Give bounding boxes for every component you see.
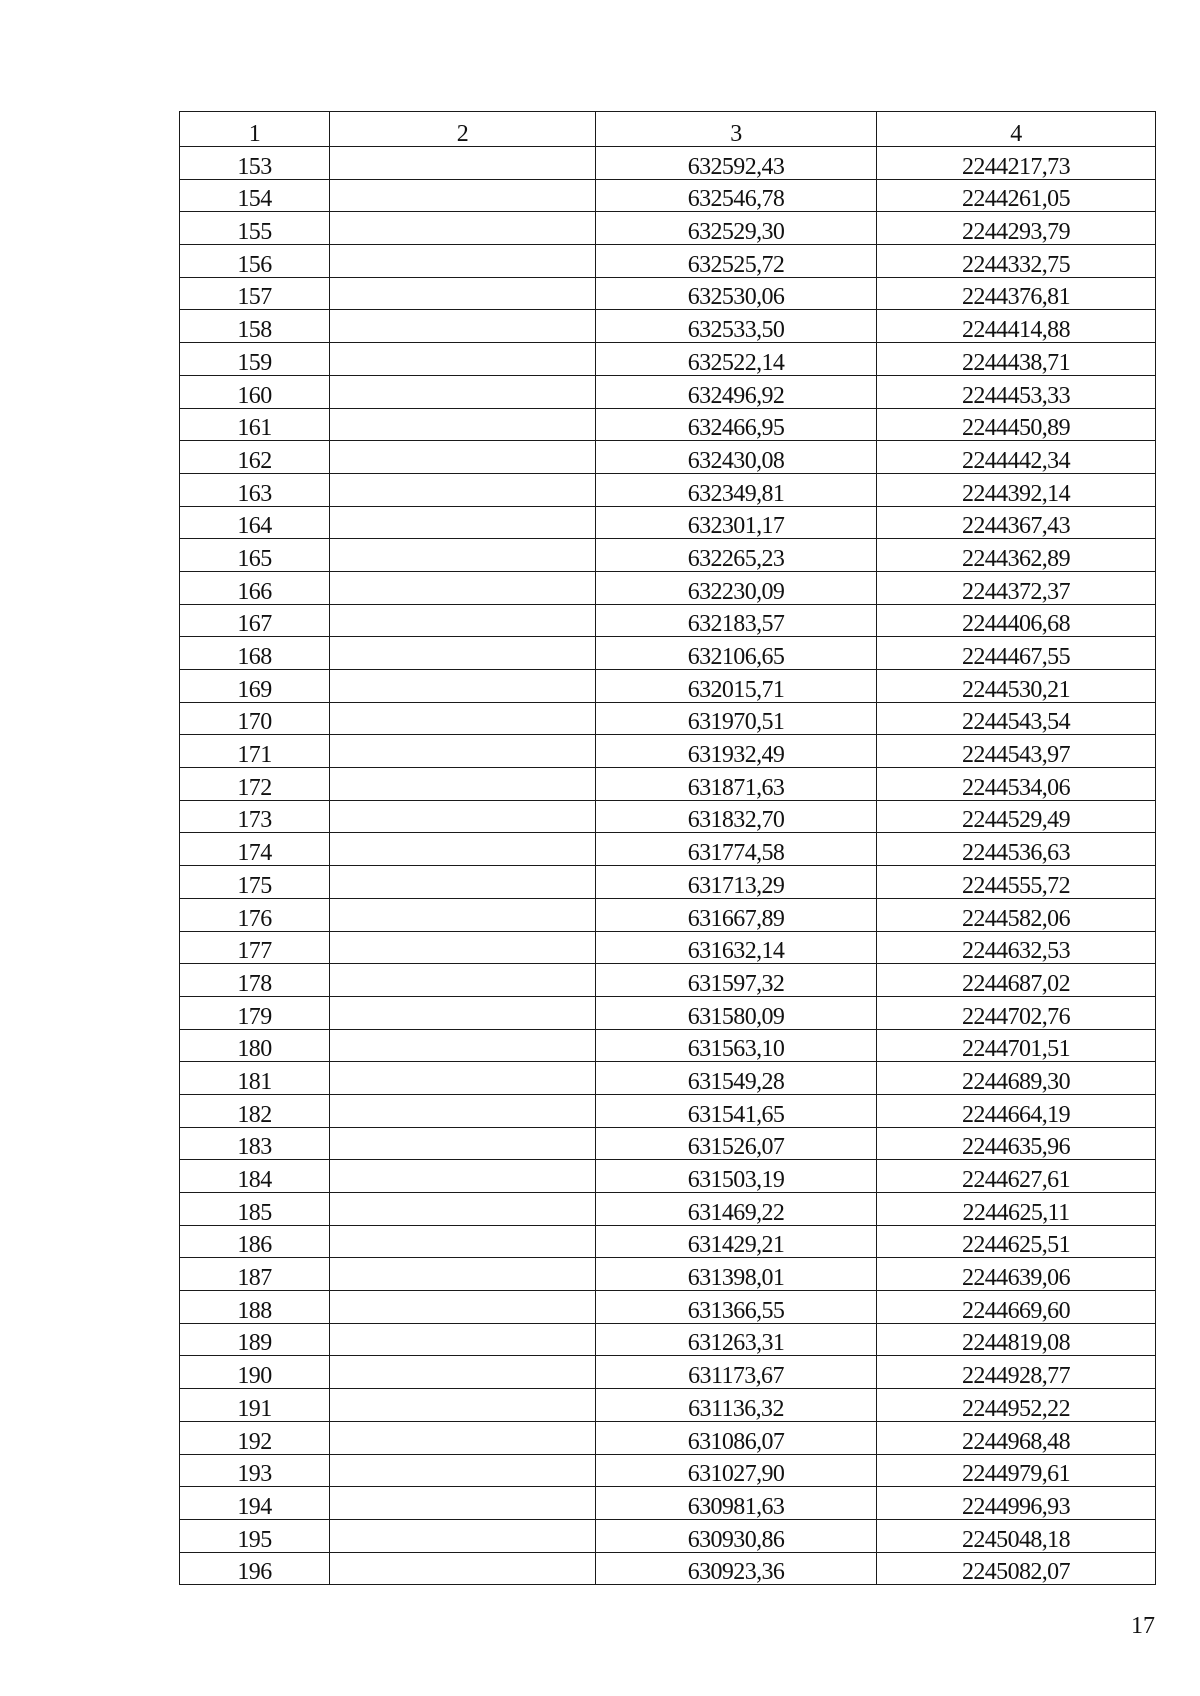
header-row <box>180 112 1156 147</box>
table-cell-col-1: 167 <box>180 604 330 637</box>
table-row <box>180 898 1156 931</box>
table-cell-col-1: 190 <box>180 1356 330 1389</box>
table-cell-col-4: 2244635,96 <box>877 1127 1156 1160</box>
table-cell-col-1: 171 <box>180 735 330 768</box>
table-row <box>180 1454 1156 1487</box>
table-cell-col-1: 172 <box>180 768 330 801</box>
table-row <box>180 1552 1156 1585</box>
table-cell-col-3: 632466,95 <box>596 408 877 441</box>
table-cell-col-4: 2244442,34 <box>877 441 1156 474</box>
table-cell-col-2 <box>330 1552 596 1585</box>
table-cell-col-4: 2244376,81 <box>877 277 1156 310</box>
table-cell-col-2 <box>330 1323 596 1356</box>
table-cell-col-3: 631398,01 <box>596 1258 877 1291</box>
table-cell-col-1: 186 <box>180 1225 330 1258</box>
table-cell-col-2 <box>330 310 596 343</box>
table-row <box>180 179 1156 212</box>
table-cell-col-4: 2244639,06 <box>877 1258 1156 1291</box>
table-cell-col-2 <box>330 866 596 899</box>
table-cell-col-1: 191 <box>180 1389 330 1422</box>
table-cell-col-1: 153 <box>180 147 330 180</box>
table-cell-col-2 <box>330 1160 596 1193</box>
table-cell-col-2 <box>330 1487 596 1520</box>
table-cell-col-3: 631526,07 <box>596 1127 877 1160</box>
table-cell-col-2 <box>330 506 596 539</box>
table-cell-col-2 <box>330 1291 596 1324</box>
table-cell-col-1: 169 <box>180 670 330 703</box>
table-row <box>180 1519 1156 1552</box>
table-cell-col-3: 631832,70 <box>596 800 877 833</box>
table-cell-col-2 <box>330 931 596 964</box>
table-cell-col-4: 2244372,37 <box>877 571 1156 604</box>
table-row <box>180 637 1156 670</box>
table-cell-col-1: 179 <box>180 996 330 1029</box>
table-cell-col-4: 2244530,21 <box>877 670 1156 703</box>
table-cell-col-4: 2244362,89 <box>877 539 1156 572</box>
table-cell-col-3: 631774,58 <box>596 833 877 866</box>
table-cell-col-4: 2244627,61 <box>877 1160 1156 1193</box>
table-row <box>180 670 1156 703</box>
table-row <box>180 931 1156 964</box>
table-cell-col-4: 2244406,68 <box>877 604 1156 637</box>
table-cell-col-4: 2244217,73 <box>877 147 1156 180</box>
table-cell-col-4: 2244664,19 <box>877 1094 1156 1127</box>
table-cell-col-1: 187 <box>180 1258 330 1291</box>
table-cell-col-4: 2244996,93 <box>877 1487 1156 1520</box>
table-cell-col-2 <box>330 277 596 310</box>
table-row <box>180 1291 1156 1324</box>
table-cell-col-4: 2244702,76 <box>877 996 1156 1029</box>
table-cell-col-2 <box>330 441 596 474</box>
table-cell-col-4: 2244625,51 <box>877 1225 1156 1258</box>
table-row <box>180 277 1156 310</box>
table-cell-col-4: 2244450,89 <box>877 408 1156 441</box>
table-cell-col-2 <box>330 637 596 670</box>
table-cell-col-3: 630930,86 <box>596 1519 877 1552</box>
table-cell-col-2 <box>330 964 596 997</box>
table-cell-col-2 <box>330 1421 596 1454</box>
table-cell-col-1: 164 <box>180 506 330 539</box>
table-cell-col-4: 2244928,77 <box>877 1356 1156 1389</box>
table-row <box>180 768 1156 801</box>
table-cell-col-1: 189 <box>180 1323 330 1356</box>
table-cell-col-3: 631503,19 <box>596 1160 877 1193</box>
table-cell-col-3: 632349,81 <box>596 473 877 506</box>
table-cell-col-2 <box>330 539 596 572</box>
table-cell-col-4: 2244952,22 <box>877 1389 1156 1422</box>
table-cell-col-3: 631086,07 <box>596 1421 877 1454</box>
table-cell-col-3: 630923,36 <box>596 1552 877 1585</box>
column-header-1: 1 <box>180 112 330 147</box>
table-cell-col-3: 631469,22 <box>596 1193 877 1226</box>
table-cell-col-4: 2244293,79 <box>877 212 1156 245</box>
table-row <box>180 1225 1156 1258</box>
table-cell-col-1: 173 <box>180 800 330 833</box>
table-cell-col-3: 632430,08 <box>596 441 877 474</box>
table-cell-col-4: 2244534,06 <box>877 768 1156 801</box>
table-cell-col-4: 2244543,54 <box>877 702 1156 735</box>
table-cell-col-1: 168 <box>180 637 330 670</box>
table-cell-col-4: 2244543,97 <box>877 735 1156 768</box>
table-cell-col-1: 161 <box>180 408 330 441</box>
table-cell-col-2 <box>330 1258 596 1291</box>
table-cell-col-2 <box>330 1225 596 1258</box>
table-cell-col-2 <box>330 768 596 801</box>
table-cell-col-3: 631173,67 <box>596 1356 877 1389</box>
table-cell-col-3: 631667,89 <box>596 898 877 931</box>
table-cell-col-2 <box>330 996 596 1029</box>
table-cell-col-3: 632546,78 <box>596 179 877 212</box>
column-header-4: 4 <box>877 112 1156 147</box>
table-row <box>180 212 1156 245</box>
table-row <box>180 1323 1156 1356</box>
table-row <box>180 1487 1156 1520</box>
table-cell-col-2 <box>330 1389 596 1422</box>
table-cell-col-1: 158 <box>180 310 330 343</box>
table-cell-col-3: 632301,17 <box>596 506 877 539</box>
table-cell-col-4: 2244968,48 <box>877 1421 1156 1454</box>
table-row <box>180 1127 1156 1160</box>
table-cell-col-2 <box>330 212 596 245</box>
table-cell-col-3: 632533,50 <box>596 310 877 343</box>
table-cell-col-4: 2244701,51 <box>877 1029 1156 1062</box>
table-cell-col-1: 155 <box>180 212 330 245</box>
table-cell-col-3: 632015,71 <box>596 670 877 703</box>
table-cell-col-1: 185 <box>180 1193 330 1226</box>
table-cell-col-1: 175 <box>180 866 330 899</box>
table-cell-col-2 <box>330 343 596 376</box>
table-cell-col-1: 156 <box>180 245 330 278</box>
table-cell-col-2 <box>330 735 596 768</box>
table-row <box>180 833 1156 866</box>
table-cell-col-3: 632522,14 <box>596 343 877 376</box>
table-cell-col-2 <box>330 571 596 604</box>
table-cell-col-4: 2244632,53 <box>877 931 1156 964</box>
table-cell-col-4: 2244625,11 <box>877 1193 1156 1226</box>
table-cell-col-2 <box>330 1193 596 1226</box>
table-cell-col-2 <box>330 1062 596 1095</box>
table-cell-col-2 <box>330 1519 596 1552</box>
table-cell-col-3: 631549,28 <box>596 1062 877 1095</box>
table-cell-col-3: 631136,32 <box>596 1389 877 1422</box>
table-row <box>180 1029 1156 1062</box>
table-row <box>180 1421 1156 1454</box>
table-cell-col-1: 196 <box>180 1552 330 1585</box>
table-row <box>180 1193 1156 1226</box>
table-row <box>180 441 1156 474</box>
page-number: 17 <box>1131 1613 1155 1639</box>
table-cell-col-4: 2244687,02 <box>877 964 1156 997</box>
table-cell-col-2 <box>330 1454 596 1487</box>
coordinates-table <box>179 111 1156 1585</box>
table-cell-col-3: 631366,55 <box>596 1291 877 1324</box>
table-cell-col-2 <box>330 670 596 703</box>
table-cell-col-4: 2244536,63 <box>877 833 1156 866</box>
table-cell-col-4: 2244467,55 <box>877 637 1156 670</box>
table-cell-col-3: 630981,63 <box>596 1487 877 1520</box>
table-row <box>180 1389 1156 1422</box>
table-cell-col-4: 2244582,06 <box>877 898 1156 931</box>
table-row <box>180 996 1156 1029</box>
table-cell-col-1: 180 <box>180 1029 330 1062</box>
table-cell-col-4: 2244453,33 <box>877 375 1156 408</box>
table-row <box>180 1160 1156 1193</box>
table-cell-col-3: 632496,92 <box>596 375 877 408</box>
table-cell-col-4: 2244689,30 <box>877 1062 1156 1095</box>
table-cell-col-1: 194 <box>180 1487 330 1520</box>
table-row <box>180 702 1156 735</box>
table-row <box>180 866 1156 899</box>
table-cell-col-1: 182 <box>180 1094 330 1127</box>
table-cell-col-1: 157 <box>180 277 330 310</box>
table-cell-col-4: 2244438,71 <box>877 343 1156 376</box>
column-header-2: 2 <box>330 112 596 147</box>
table-cell-col-1: 193 <box>180 1454 330 1487</box>
table-cell-col-4: 2244261,05 <box>877 179 1156 212</box>
table-cell-col-4: 2244669,60 <box>877 1291 1156 1324</box>
table-cell-col-3: 631580,09 <box>596 996 877 1029</box>
table-body <box>180 147 1156 1585</box>
table-row <box>180 539 1156 572</box>
table-header <box>180 112 1156 147</box>
table-cell-col-4: 2244529,49 <box>877 800 1156 833</box>
table-cell-col-1: 183 <box>180 1127 330 1160</box>
table-row <box>180 1258 1156 1291</box>
table-cell-col-2 <box>330 1356 596 1389</box>
table-cell-col-2 <box>330 1029 596 1062</box>
table-cell-col-4: 2245082,07 <box>877 1552 1156 1585</box>
table-row <box>180 310 1156 343</box>
table-row <box>180 1094 1156 1127</box>
table-cell-col-3: 631541,65 <box>596 1094 877 1127</box>
table-cell-col-3: 632530,06 <box>596 277 877 310</box>
table-row <box>180 506 1156 539</box>
table-cell-col-2 <box>330 800 596 833</box>
table-cell-col-1: 184 <box>180 1160 330 1193</box>
table-cell-col-3: 632592,43 <box>596 147 877 180</box>
table-cell-col-1: 176 <box>180 898 330 931</box>
table-cell-col-1: 159 <box>180 343 330 376</box>
table-cell-col-2 <box>330 179 596 212</box>
table-row <box>180 800 1156 833</box>
table-cell-col-1: 160 <box>180 375 330 408</box>
table-row <box>180 735 1156 768</box>
table-cell-col-3: 631713,29 <box>596 866 877 899</box>
table-row <box>180 571 1156 604</box>
table-row <box>180 147 1156 180</box>
table-cell-col-3: 631632,14 <box>596 931 877 964</box>
table-cell-col-1: 174 <box>180 833 330 866</box>
table-cell-col-1: 192 <box>180 1421 330 1454</box>
table-cell-col-1: 165 <box>180 539 330 572</box>
table-row <box>180 964 1156 997</box>
table-cell-col-2 <box>330 702 596 735</box>
table-cell-col-2 <box>330 898 596 931</box>
table-cell-col-4: 2244332,75 <box>877 245 1156 278</box>
table-cell-col-4: 2245048,18 <box>877 1519 1156 1552</box>
table-cell-col-2 <box>330 1127 596 1160</box>
table-row <box>180 375 1156 408</box>
table-cell-col-3: 632230,09 <box>596 571 877 604</box>
table-cell-col-3: 631932,49 <box>596 735 877 768</box>
table-cell-col-4: 2244979,61 <box>877 1454 1156 1487</box>
table-cell-col-2 <box>330 1094 596 1127</box>
table-row <box>180 473 1156 506</box>
column-header-3: 3 <box>596 112 877 147</box>
table-cell-col-1: 181 <box>180 1062 330 1095</box>
table-cell-col-4: 2244819,08 <box>877 1323 1156 1356</box>
table-cell-col-1: 162 <box>180 441 330 474</box>
table-row <box>180 1356 1156 1389</box>
table-cell-col-3: 632183,57 <box>596 604 877 637</box>
table-cell-col-3: 632265,23 <box>596 539 877 572</box>
table-cell-col-3: 631563,10 <box>596 1029 877 1062</box>
table-cell-col-2 <box>330 833 596 866</box>
table-cell-col-1: 154 <box>180 179 330 212</box>
table-cell-col-1: 188 <box>180 1291 330 1324</box>
table-cell-col-1: 166 <box>180 571 330 604</box>
table-row <box>180 343 1156 376</box>
table-cell-col-4: 2244414,88 <box>877 310 1156 343</box>
table-row <box>180 245 1156 278</box>
table-cell-col-3: 632529,30 <box>596 212 877 245</box>
table-cell-col-3: 632525,72 <box>596 245 877 278</box>
table-cell-col-1: 177 <box>180 931 330 964</box>
table-cell-col-2 <box>330 375 596 408</box>
table-cell-col-1: 170 <box>180 702 330 735</box>
table-cell-col-3: 631263,31 <box>596 1323 877 1356</box>
table-cell-col-4: 2244555,72 <box>877 866 1156 899</box>
table-row <box>180 1062 1156 1095</box>
table-cell-col-2 <box>330 408 596 441</box>
table-cell-col-1: 163 <box>180 473 330 506</box>
table-cell-col-3: 632106,65 <box>596 637 877 670</box>
table-cell-col-2 <box>330 147 596 180</box>
table-cell-col-3: 631970,51 <box>596 702 877 735</box>
table-cell-col-2 <box>330 604 596 637</box>
table-cell-col-3: 631871,63 <box>596 768 877 801</box>
table-cell-col-4: 2244367,43 <box>877 506 1156 539</box>
table-cell-col-2 <box>330 473 596 506</box>
table-cell-col-3: 631597,32 <box>596 964 877 997</box>
table-cell-col-3: 631027,90 <box>596 1454 877 1487</box>
table-cell-col-2 <box>330 245 596 278</box>
table-row <box>180 408 1156 441</box>
table-cell-col-1: 178 <box>180 964 330 997</box>
table-cell-col-1: 195 <box>180 1519 330 1552</box>
table-row <box>180 604 1156 637</box>
table-cell-col-3: 631429,21 <box>596 1225 877 1258</box>
table-cell-col-4: 2244392,14 <box>877 473 1156 506</box>
